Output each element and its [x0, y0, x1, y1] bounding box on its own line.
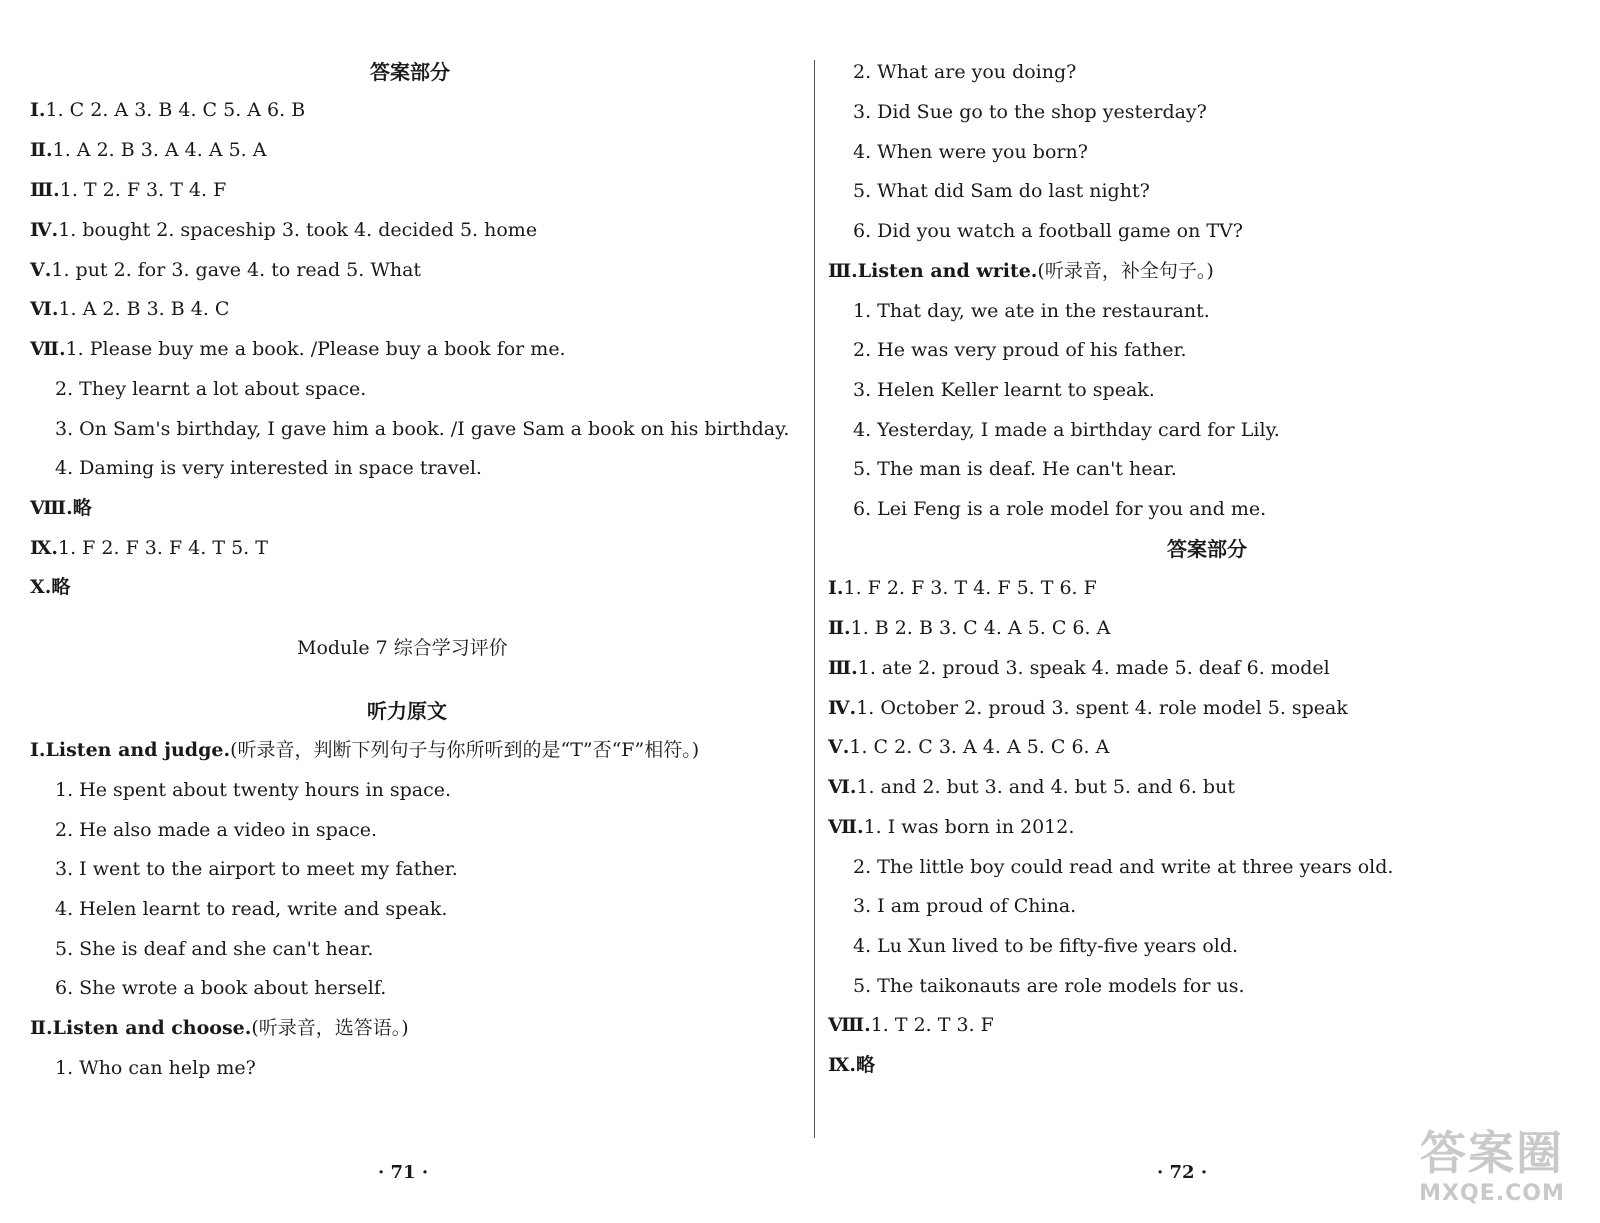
answer-line: Ⅴ.1. put 2. for 3. gave 4. to read 5. What	[30, 259, 422, 281]
script-line: 2. What are you doing?	[853, 61, 1077, 83]
answer-line: Ⅶ.1. I was born in 2012.	[828, 816, 1075, 838]
answer-section-heading: 答案部分	[370, 60, 450, 84]
script-line: 3. Did Sue go to the shop yesterday?	[853, 101, 1207, 123]
script-line: 5. What did Sam do last night?	[853, 180, 1150, 202]
answer-line: Ⅶ.1. Please buy me a book. /Please buy a book for me.	[30, 338, 566, 360]
answer-sub-line: 4. Lu Xun lived to be fifty-five years old.	[853, 935, 1239, 957]
answer-line: Ⅱ.1. A 2. B 3. A 4. A 5. A	[30, 139, 267, 161]
answer-line: Ⅳ.1. October 2. proud 3. spent 4. role model 5. speak	[828, 697, 1348, 719]
answer-sub-line: 4. Daming is very interested in space travel.	[55, 457, 482, 479]
site-watermark	[1402, 1125, 1582, 1215]
script-line: 4. Yesterday, I made a birthday card for Lily.	[853, 419, 1280, 441]
module-title: Module 7 综合学习评价	[297, 637, 508, 659]
answer-line: Ⅷ.略	[30, 497, 92, 519]
watermark-url: MXQE.COM	[1419, 1181, 1565, 1206]
script-line: 6. She wrote a book about herself.	[55, 977, 387, 999]
answer-line: Ⅰ.1. C 2. A 3. B 4. C 5. A 6. B	[30, 99, 306, 121]
answer-line: Ⅰ.1. F 2. F 3. T 4. F 5. T 6. F	[828, 577, 1097, 599]
answer-section-heading: 答案部分	[1167, 537, 1247, 561]
answer-line: Ⅵ.1. A 2. B 3. B 4. C	[30, 298, 230, 320]
script-line: 2. He also made a video in space.	[55, 819, 378, 841]
answer-sub-line: 3. On Sam's birthday, I gave him a book. /I gave Sam a book on his birthday.	[55, 418, 790, 440]
answer-sub-line: 2. The little boy could read and write at three years old.	[853, 856, 1394, 878]
page-number: · 72 ·	[1157, 1162, 1208, 1183]
listening-script-heading: 听力原文	[367, 699, 447, 723]
script-line: 1. Who can help me?	[55, 1057, 256, 1079]
answer-sub-line: 3. I am proud of China.	[853, 895, 1077, 917]
script-line: 3. Helen Keller learnt to speak.	[853, 379, 1155, 401]
answer-line: Ⅲ.1. T 2. F 3. T 4. F	[30, 179, 227, 201]
script-line: 6. Lei Feng is a role model for you and me.	[853, 498, 1267, 520]
script-line: 4. Helen learnt to read, write and speak.	[55, 898, 448, 920]
answer-line: Ⅹ.略	[30, 576, 71, 598]
section-title: Ⅱ.Listen and choose.(听录音，选答语。)	[30, 1017, 409, 1039]
script-line: 5. The man is deaf. He can't hear.	[853, 458, 1177, 480]
answer-line: Ⅷ.1. T 2. T 3. F	[828, 1014, 994, 1036]
answer-line: Ⅸ.略	[828, 1054, 876, 1076]
answer-sub-line: 2. They learnt a lot about space.	[55, 378, 367, 400]
watermark-logo: 答案圈	[1420, 1126, 1564, 1180]
script-line: 3. I went to the airport to meet my father.	[55, 858, 458, 880]
answer-line: Ⅸ.1. F 2. F 3. F 4. T 5. T	[30, 537, 268, 559]
answer-line: Ⅱ.1. B 2. B 3. C 4. A 5. C 6. A	[828, 617, 1111, 639]
answer-line: Ⅵ.1. and 2. but 3. and 4. but 5. and 6. but	[828, 776, 1235, 798]
script-line: 4. When were you born?	[853, 141, 1088, 163]
section-title: Ⅲ.Listen and write.(听录音，补全句子。)	[828, 260, 1214, 282]
answer-line: Ⅳ.1. bought 2. spaceship 3. took 4. decided 5. home	[30, 219, 538, 241]
answer-line: Ⅴ.1. C 2. C 3. A 4. A 5. C 6. A	[828, 736, 1110, 758]
answer-line: Ⅲ.1. ate 2. proud 3. speak 4. made 5. deaf 6. model	[828, 657, 1330, 679]
script-line: 6. Did you watch a football game on TV?	[853, 220, 1243, 242]
right-page	[812, 0, 1600, 1223]
script-line: 1. He spent about twenty hours in space.	[55, 779, 452, 801]
section-title: Ⅰ.Listen and judge.(听录音，判断下列句子与你所听到的是“T”否“F”相符。)	[30, 739, 700, 761]
script-line: 5. She is deaf and she can't hear.	[55, 938, 374, 960]
page-number: · 71 ·	[378, 1162, 429, 1183]
script-line: 1. That day, we ate in the restaurant.	[853, 300, 1210, 322]
answer-sub-line: 5. The taikonauts are role models for us.	[853, 975, 1245, 997]
script-line: 2. He was very proud of his father.	[853, 339, 1187, 361]
